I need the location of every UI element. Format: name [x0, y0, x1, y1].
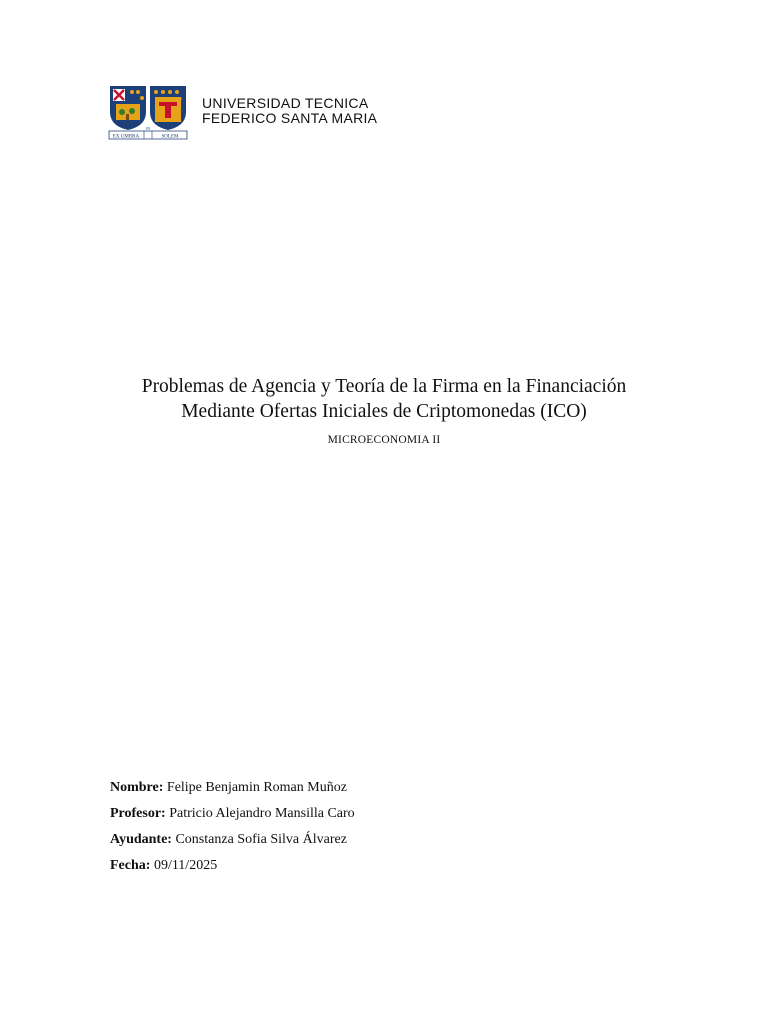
info-label: Fecha: [110, 858, 154, 873]
motto-left-text: EX UMBRA [112, 134, 140, 140]
info-label: Nombre: [110, 780, 167, 795]
university-name-line1: UNIVERSIDAD TECNICA [202, 95, 369, 111]
university-name [202, 96, 377, 126]
info-label: Ayudante: [110, 832, 176, 847]
document-title-line1: Problemas de Agencia y Teoría de la Firma en la Financiación [141, 376, 627, 397]
info-value: Patricio Alejandro Mansilla Caro [169, 806, 355, 821]
info-value: Felipe Benjamin Roman Muñoz [166, 780, 347, 795]
info-row-profesor [110, 801, 355, 827]
university-logo [108, 84, 377, 140]
course-name: MICROECONOMIA II [327, 434, 441, 446]
info-label: Profesor: [110, 806, 170, 821]
info-row-nombre [110, 775, 355, 801]
university-name-line2: FEDERICO SANTA MARIA [202, 110, 378, 126]
info-row-ayudante [110, 827, 355, 853]
info-row-fecha [110, 853, 355, 879]
author-info [110, 775, 355, 879]
info-value: Constanza Sofia Silva Álvarez [175, 832, 347, 847]
document-title-line2: Mediante Ofertas Iniciales de Criptomonedas (ICO) [181, 401, 587, 422]
university-crest-icon [108, 84, 188, 140]
motto-mid-text: IN [145, 126, 151, 131]
info-value: 09/11/2025 [153, 858, 218, 873]
motto-right-text: SOLEM [161, 134, 179, 140]
document-title-block [0, 374, 768, 446]
